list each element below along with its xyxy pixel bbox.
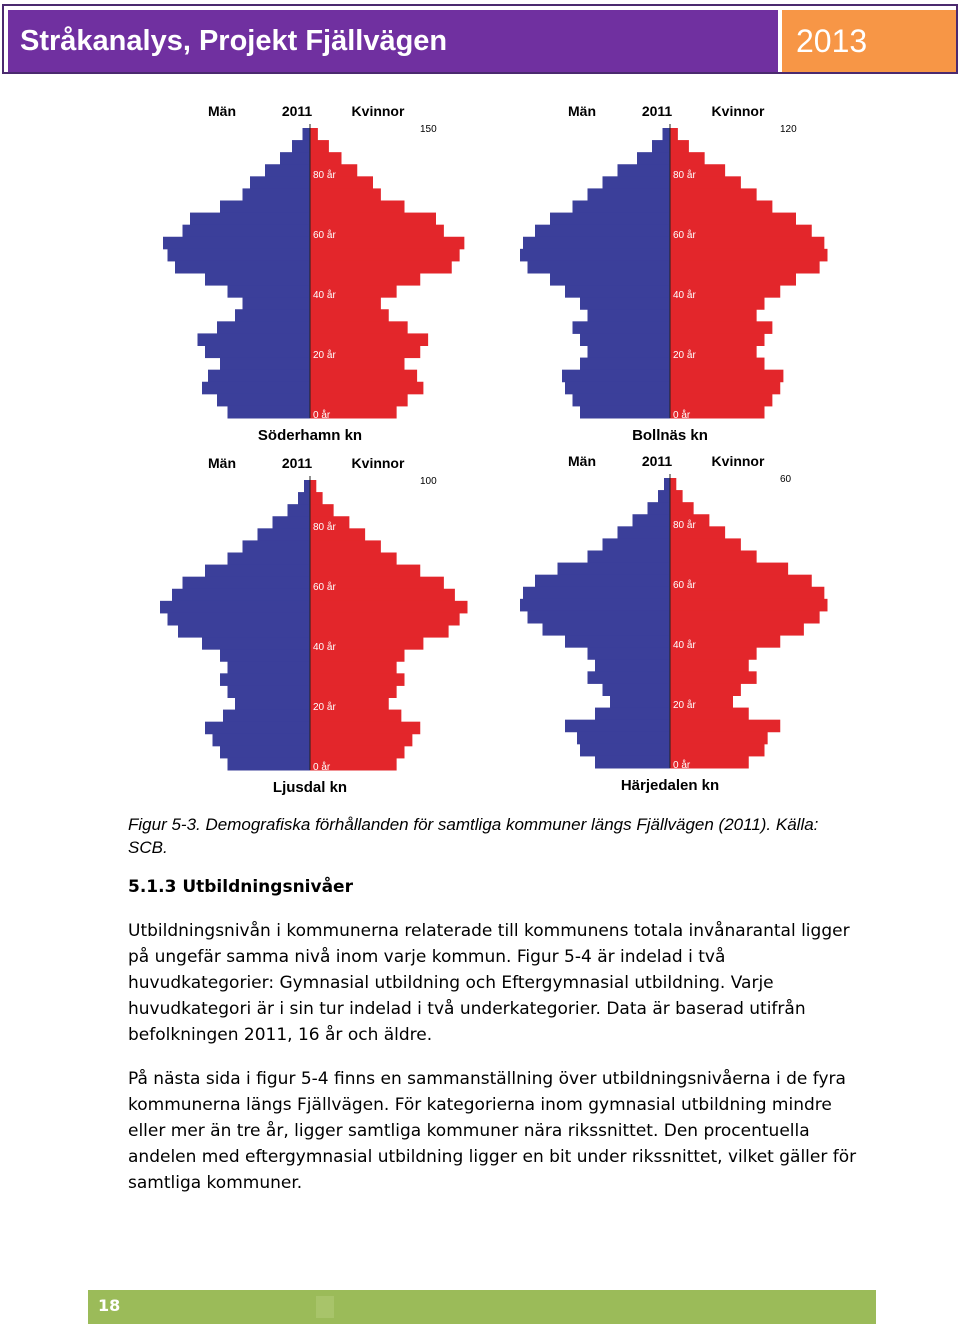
men-bar xyxy=(595,756,670,769)
age-tick-label: 80 år xyxy=(673,170,696,181)
men-bar xyxy=(664,478,670,491)
men-bar xyxy=(580,297,670,310)
women-bar xyxy=(310,309,389,322)
men-bar xyxy=(208,370,310,383)
women-bar xyxy=(310,540,381,553)
women-bar xyxy=(670,140,689,153)
men-bar xyxy=(228,685,311,698)
men-bar xyxy=(565,635,670,648)
women-bar xyxy=(310,213,436,226)
men-bar xyxy=(558,563,671,576)
document-title: Stråkanalys, Projekt Fjällvägen xyxy=(8,10,778,72)
women-bar xyxy=(670,309,757,322)
men-bar xyxy=(250,176,310,189)
men-bar xyxy=(304,480,310,493)
women-bar xyxy=(310,734,412,747)
men-bar xyxy=(198,333,311,346)
age-tick-label: 20 år xyxy=(673,350,696,361)
women-bar xyxy=(670,611,820,624)
men-bar xyxy=(235,698,310,711)
women-bar xyxy=(310,625,449,638)
page-number: 18 xyxy=(98,1296,121,1315)
men-bar xyxy=(172,589,310,602)
women-bar xyxy=(670,152,705,165)
men-bar xyxy=(565,285,670,298)
men-bar xyxy=(652,140,670,153)
women-bar xyxy=(670,538,741,551)
women-bar xyxy=(310,261,452,274)
men-bar xyxy=(220,649,310,662)
pyramid-chart xyxy=(492,446,848,806)
men-bar xyxy=(535,225,670,238)
page-header xyxy=(2,4,958,74)
footer-decoration xyxy=(316,1296,334,1318)
age-tick-label: 60 år xyxy=(673,230,696,241)
women-bar xyxy=(310,492,323,505)
men-bar xyxy=(190,213,310,226)
age-tick-label: 80 år xyxy=(673,520,696,531)
men-bar xyxy=(658,490,670,503)
men-bar xyxy=(220,201,310,214)
men-bar xyxy=(228,758,311,771)
men-bar xyxy=(288,504,311,517)
population-pyramid-soderhamn xyxy=(132,96,488,456)
men-bar xyxy=(603,176,671,189)
women-bar xyxy=(310,382,423,395)
scale-max-label: 100 xyxy=(420,476,437,487)
men-bar xyxy=(205,273,310,286)
women-bar xyxy=(310,370,417,383)
page-footer xyxy=(88,1290,876,1324)
women-bar xyxy=(670,551,757,564)
men-bar xyxy=(550,213,670,226)
men-bar xyxy=(235,309,310,322)
men-bar xyxy=(213,734,311,747)
men-bar xyxy=(648,502,671,515)
men-bar xyxy=(663,128,671,141)
region-label: Härjedalen kn xyxy=(620,777,720,794)
women-bar xyxy=(310,685,397,698)
men-bar xyxy=(183,577,311,590)
population-pyramid-bollnas xyxy=(492,96,848,456)
men-bar xyxy=(217,394,310,407)
women-bar xyxy=(670,744,765,757)
population-pyramid-harjedalen xyxy=(492,446,848,806)
women-bar xyxy=(670,720,780,733)
men-bar xyxy=(543,623,671,636)
men-bar xyxy=(243,188,311,201)
men-bar xyxy=(573,394,671,407)
age-tick-label: 20 år xyxy=(673,700,696,711)
men-bar xyxy=(168,249,311,262)
left-label: Män xyxy=(568,103,596,119)
men-bar xyxy=(528,611,671,624)
men-bar xyxy=(228,406,311,419)
women-bar xyxy=(310,249,460,262)
men-bar xyxy=(573,321,671,334)
population-pyramid-ljusdal xyxy=(132,448,488,808)
women-bar xyxy=(670,599,828,612)
year-label: 2011 xyxy=(281,103,313,119)
age-tick-label: 60 år xyxy=(313,230,336,241)
women-bar xyxy=(670,201,772,214)
region-label: Söderhamn kn xyxy=(257,427,363,444)
age-tick-label: 40 år xyxy=(313,290,336,301)
men-bar xyxy=(562,370,670,383)
region-label: Bollnäs kn xyxy=(632,427,708,444)
women-bar xyxy=(670,683,741,696)
women-bar xyxy=(310,152,342,165)
women-bar xyxy=(670,394,772,407)
men-bar xyxy=(265,164,310,177)
men-bar xyxy=(228,661,311,674)
men-bar xyxy=(298,492,310,505)
men-bar xyxy=(580,333,670,346)
men-bar xyxy=(618,164,671,177)
men-bar xyxy=(610,696,670,709)
women-bar xyxy=(670,370,783,383)
women-bar xyxy=(670,261,820,274)
women-bar xyxy=(670,249,828,262)
men-bar xyxy=(588,671,671,684)
men-bar xyxy=(573,201,671,214)
men-bar xyxy=(520,599,670,612)
men-bar xyxy=(168,613,311,626)
age-tick-label: 40 år xyxy=(673,290,696,301)
men-bar xyxy=(205,346,310,359)
women-bar xyxy=(670,502,694,515)
men-bar xyxy=(205,565,310,578)
women-bar xyxy=(670,659,749,672)
men-bar xyxy=(202,637,310,650)
men-bar xyxy=(580,744,670,757)
document-year: 2013 xyxy=(782,10,956,72)
women-bar xyxy=(670,273,796,286)
men-bar xyxy=(205,722,310,735)
women-bar xyxy=(670,671,757,684)
men-bar xyxy=(223,710,310,723)
women-bar xyxy=(310,553,397,566)
age-tick-label: 20 år xyxy=(313,350,336,361)
men-bar xyxy=(588,309,671,322)
right-label: Kvinnor xyxy=(711,453,765,469)
region-label: Ljusdal kn xyxy=(272,779,348,796)
pyramid-chart xyxy=(132,448,488,808)
women-bar xyxy=(310,201,405,214)
men-bar xyxy=(292,140,310,153)
women-bar xyxy=(310,321,408,334)
men-bar xyxy=(637,152,670,165)
women-bar xyxy=(310,673,405,686)
age-tick-label: 40 år xyxy=(313,642,336,653)
women-bar xyxy=(310,140,329,153)
women-bar xyxy=(310,273,420,286)
paragraph: På nästa sida i figur 5-4 finns en sammanställning över utbildningsnivåerna i de fyra kommunerna längs Fjällvägen. För kategorierna inom gymnasial utbildning mindre eller mer än tre år, ligger samtliga kommuner nära rikssnittet. Den procentuella andelen med eftergymnasial utbildning ligger en bit under rikssnittet, vilket gäller för samtliga kommuner. xyxy=(128,1069,857,1193)
right-label: Kvinnor xyxy=(351,103,405,119)
women-bar xyxy=(670,128,678,141)
age-tick-label: 0 år xyxy=(673,760,691,771)
men-bar xyxy=(588,647,671,660)
men-bar xyxy=(580,358,670,371)
women-bar xyxy=(670,188,757,201)
men-bar xyxy=(577,732,670,745)
year-label: 2011 xyxy=(641,103,673,119)
paragraph: Utbildningsnivån i kommunerna relaterade till kommunens totala invånarantal ligger på ungefär samma nivå inom varje kommun. Figur 5-4 är indelad i två huvudkategorier: Gymnasial utbildning och Eftergymnasial utbildning. Varje huvudkategori är i sin tur indelad i två underkategorier. Data är baserad utifrån befolkningen 2011, 16 år och äldre. xyxy=(128,921,850,1045)
men-bar xyxy=(528,261,671,274)
men-bar xyxy=(565,382,670,395)
scale-max-label: 120 xyxy=(780,124,797,135)
left-label: Män xyxy=(568,453,596,469)
men-bar xyxy=(523,237,670,250)
women-bar xyxy=(310,188,381,201)
women-bar xyxy=(670,382,780,395)
year-label: 2011 xyxy=(641,453,673,469)
men-bar xyxy=(603,683,671,696)
age-tick-label: 0 år xyxy=(673,410,691,421)
men-bar xyxy=(520,249,670,262)
men-bar xyxy=(550,273,670,286)
men-bar xyxy=(178,625,310,638)
age-tick-label: 80 år xyxy=(313,522,336,533)
men-bar xyxy=(588,551,671,564)
men-bar xyxy=(565,720,670,733)
men-bar xyxy=(535,575,670,588)
women-bar xyxy=(310,565,420,578)
men-bar xyxy=(202,382,310,395)
age-tick-label: 20 år xyxy=(313,702,336,713)
women-bar xyxy=(310,722,420,735)
women-bar xyxy=(310,601,468,614)
scale-max-label: 60 xyxy=(780,474,792,485)
men-bar xyxy=(217,321,310,334)
women-bar xyxy=(310,394,408,407)
left-label: Män xyxy=(208,455,236,471)
men-bar xyxy=(220,358,310,371)
men-bar xyxy=(228,285,311,298)
men-bar xyxy=(523,587,670,600)
women-bar xyxy=(310,128,318,141)
women-bar xyxy=(310,333,428,346)
men-bar xyxy=(588,188,671,201)
women-bar xyxy=(310,480,316,493)
men-bar xyxy=(163,237,310,250)
men-bar xyxy=(280,152,310,165)
men-bar xyxy=(595,659,670,672)
women-bar xyxy=(670,478,676,491)
women-bar xyxy=(670,563,788,576)
pyramid-chart xyxy=(492,96,848,456)
men-bar xyxy=(588,346,671,359)
right-label: Kvinnor xyxy=(351,455,405,471)
women-bar xyxy=(670,732,768,745)
women-bar xyxy=(670,213,796,226)
men-bar xyxy=(243,297,311,310)
women-bar xyxy=(670,623,804,636)
men-bar xyxy=(183,225,311,238)
men-bar xyxy=(603,538,671,551)
women-bar xyxy=(670,490,683,503)
scale-max-label: 150 xyxy=(420,124,437,135)
men-bar xyxy=(243,540,311,553)
men-bar xyxy=(228,553,311,566)
age-tick-label: 40 år xyxy=(673,640,696,651)
men-bar xyxy=(303,128,311,141)
pyramid-chart xyxy=(132,96,488,456)
men-bar xyxy=(273,516,311,529)
men-bar xyxy=(220,673,310,686)
age-tick-label: 60 år xyxy=(673,580,696,591)
right-label: Kvinnor xyxy=(711,103,765,119)
women-bar xyxy=(310,746,405,759)
figure-caption: Figur 5-3. Demografiska förhållanden för samtliga kommuner längs Fjällvägen (2011). Källa: SCB. xyxy=(128,815,819,857)
year-label: 2011 xyxy=(281,455,313,471)
men-bar xyxy=(580,406,670,419)
age-tick-label: 0 år xyxy=(313,410,331,421)
men-bar xyxy=(595,708,670,721)
women-bar xyxy=(670,333,765,346)
age-tick-label: 60 år xyxy=(313,582,336,593)
age-tick-label: 80 år xyxy=(313,170,336,181)
men-bar xyxy=(618,526,671,539)
men-bar xyxy=(633,514,671,527)
men-bar xyxy=(220,746,310,759)
women-bar xyxy=(310,504,334,517)
women-bar xyxy=(310,661,397,674)
section-heading: 5.1.3 Utbildningsnivåer xyxy=(128,877,353,897)
women-bar xyxy=(310,613,460,626)
left-label: Män xyxy=(208,103,236,119)
age-tick-label: 0 år xyxy=(313,762,331,773)
men-bar xyxy=(258,528,311,541)
men-bar xyxy=(160,601,310,614)
men-bar xyxy=(175,261,310,274)
women-bar xyxy=(670,321,772,334)
